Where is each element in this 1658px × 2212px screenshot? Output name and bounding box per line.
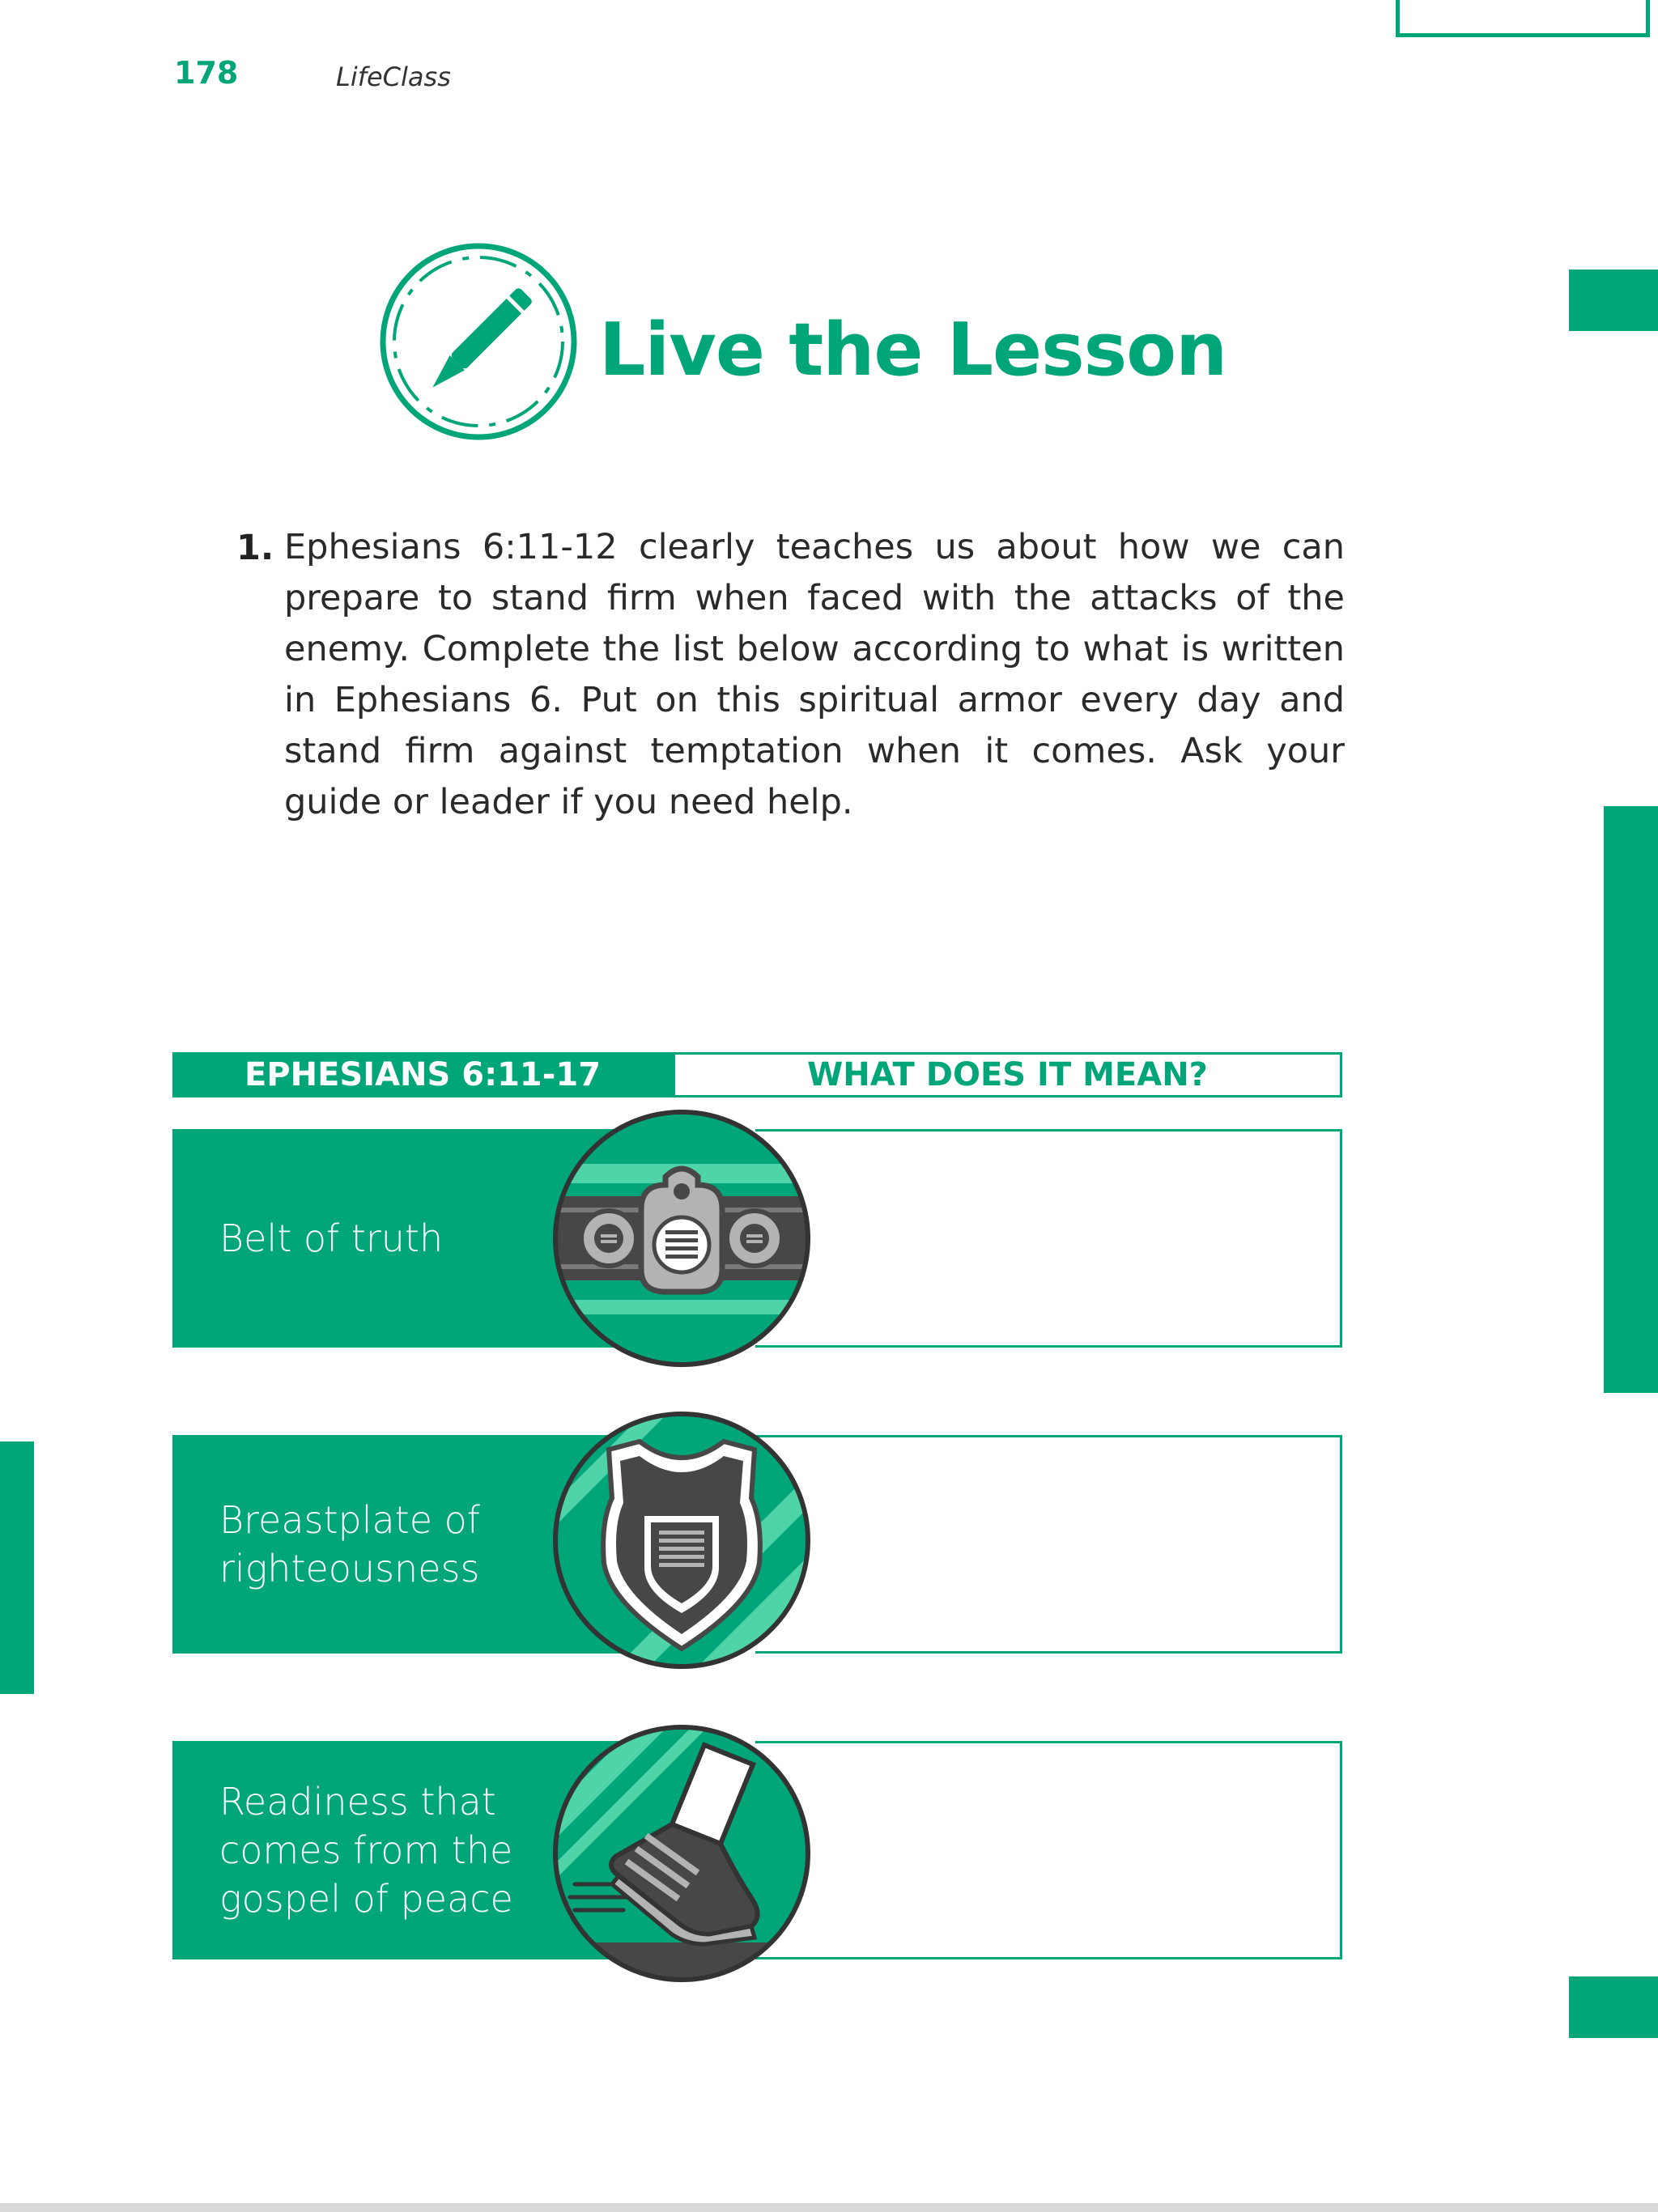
answer-field[interactable] (755, 1741, 1342, 1959)
belt-icon (551, 1107, 813, 1369)
side-tab (1569, 1976, 1658, 2038)
corner-frame (1396, 0, 1650, 37)
armor-label: Breastplate of righteousness (219, 1498, 480, 1590)
side-tab (1604, 806, 1658, 1393)
table-header-scripture: EPHESIANS 6:11-17 (172, 1052, 673, 1098)
page-number: 178 (174, 55, 239, 91)
section-title: Live the Lesson (599, 308, 1227, 393)
pencil-icon (377, 240, 580, 443)
breastplate-icon (551, 1409, 813, 1671)
armor-label: Readiness that comes from the gospel of peace (219, 1780, 513, 1921)
armor-label: Belt of truth (219, 1216, 444, 1260)
side-tab (0, 1441, 34, 1694)
question-text: Ephesians 6:11-12 clearly teaches us about how we can prepare to stand firm when faced with the attacks of the enemy. Complete the list below according to what is written in Ephesians 6. Put on this spiritual armor every day and stand firm against temptation when it comes. Ask your guide or leader if you need help. (284, 527, 1345, 822)
answer-field[interactable] (755, 1129, 1342, 1348)
side-tab (1569, 270, 1658, 331)
table-header-meaning: WHAT DOES IT MEAN? (673, 1052, 1342, 1098)
question-number: 1. (236, 528, 274, 568)
page-bottom-edge (0, 2203, 1658, 2212)
running-title: LifeClass (336, 62, 451, 92)
answer-field[interactable] (755, 1435, 1342, 1654)
running-shoe-icon (551, 1722, 813, 1985)
